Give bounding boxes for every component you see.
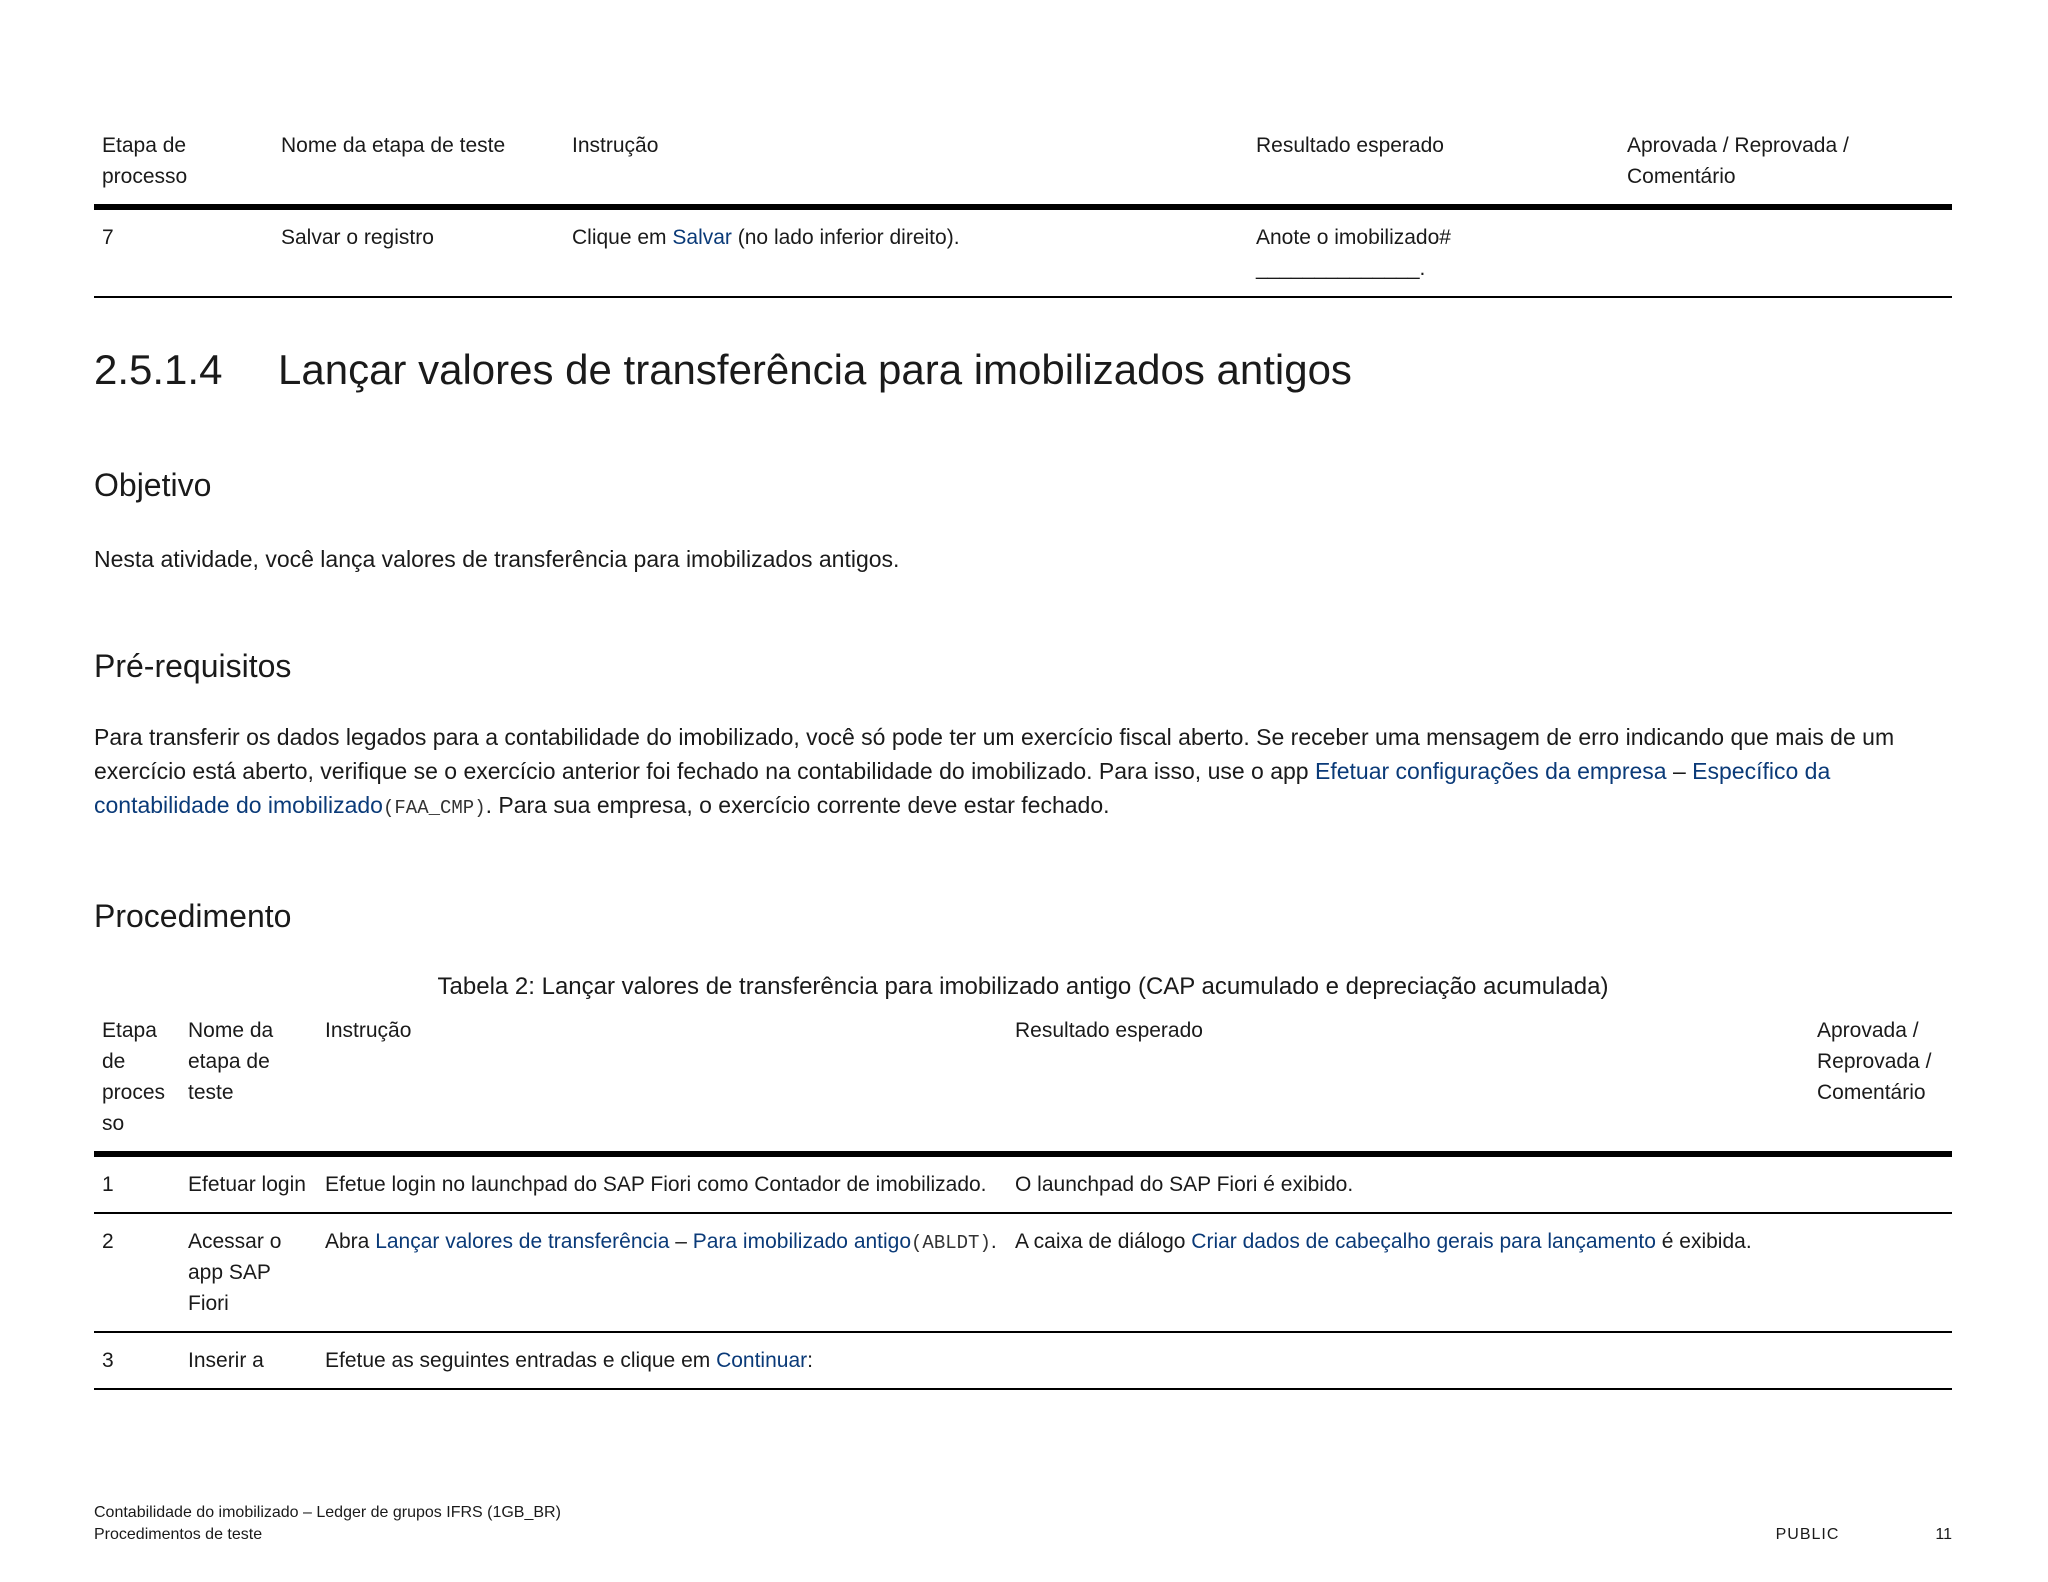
header-data-dialog-link[interactable]: Criar dados de cabeçalho gerais para lançamento — [1191, 1230, 1656, 1253]
step-result — [1007, 1332, 1809, 1389]
table-row — [94, 1154, 1952, 1213]
section-title: Lançar valores de transferência para imobilizados antigos — [278, 346, 1352, 393]
asset-accounting-specific-link[interactable]: Específico da contabilidade do imobilizado — [94, 758, 1831, 818]
classification-label: PUBLIC — [1775, 1526, 1840, 1543]
step-number: 7 — [102, 226, 114, 249]
objective-heading: Objetivo — [94, 467, 212, 503]
table-header-row — [94, 130, 1952, 207]
prerequisites-heading: Pré-requisitos — [94, 648, 292, 684]
app-id-code: (FAA_CMP) — [382, 797, 486, 819]
step-number: 3 — [102, 1349, 114, 1372]
footer-right — [1776, 1524, 1952, 1546]
step-number: 1 — [102, 1173, 114, 1196]
col-header-comment: Aprovada / Reprovada / Comentário — [1817, 1019, 1932, 1104]
section-heading — [94, 342, 1352, 398]
step-result: A caixa de diálogo Criar dados de cabeçalho gerais para lançamento é exibida. — [1015, 1230, 1752, 1253]
col-header-name: Nome da etapa de teste — [188, 1019, 274, 1104]
step-instruction: Clique em Salvar (no lado inferior direito). — [572, 226, 960, 249]
col-header-name: Nome da etapa de teste — [281, 134, 506, 157]
prerequisites-text: Para transferir os dados legados para a contabilidade do imobilizado, você só pode ter um exercício fiscal aberto. Se receber uma mensagem de erro indicando que mais de um exercício está aberto, verifique se o exercício anterior foi fechado na contabilidade do imobilizado. Para isso, use o app Efetuar configurações da empresa – Específico da contabilidade do imobilizado(FAA_CMP). Para sua empresa, o exercício corrente deve estar fechado. — [94, 724, 1895, 819]
test-steps-table-continued — [94, 130, 1952, 298]
step-name: Efetuar login — [188, 1173, 306, 1196]
col-header-comment: Aprovada / Reprovada / Comentário — [1627, 134, 1849, 188]
step-comment — [1809, 1154, 1952, 1213]
footer-section-title: Procedimentos de teste — [94, 1526, 263, 1543]
table-row — [94, 1332, 1952, 1389]
salvar-link[interactable]: Salvar — [672, 226, 732, 249]
table-row — [94, 207, 1952, 297]
step-comment — [1619, 207, 1952, 297]
continuar-link[interactable]: Continuar — [716, 1349, 808, 1372]
col-header-result: Resultado esperado — [1256, 134, 1444, 157]
document-page — [94, 0, 1952, 1582]
footer-document-title: Contabilidade do imobilizado – Ledger de grupos IFRS (1GB_BR) — [94, 1504, 561, 1521]
step-name: Acessar o app SAP Fiori — [188, 1230, 282, 1315]
app-id-code: (ABLDT) — [911, 1232, 991, 1254]
table-caption: Tabela 2: Lançar valores de transferência para imobilizado antigo (CAP acumulado e depreciação acumulada) — [437, 973, 1609, 1000]
page-number: 11 — [1935, 1526, 1952, 1543]
step-name: Inserir a — [188, 1349, 264, 1372]
col-header-result: Resultado esperado — [1015, 1019, 1203, 1042]
procedure-table — [94, 1015, 1952, 1390]
section-number: 2.5.1.4 — [94, 346, 223, 393]
col-header-instruction: Instrução — [325, 1019, 412, 1042]
step-comment — [1809, 1332, 1952, 1389]
col-header-step: Etapa de proces so — [102, 1019, 166, 1135]
step-number: 2 — [102, 1230, 114, 1253]
table-header-row — [94, 1015, 1952, 1154]
post-transfer-values-link[interactable]: Lançar valores de transferência — [375, 1230, 670, 1253]
page-footer — [94, 1502, 1952, 1546]
company-settings-app-link[interactable]: Efetuar configurações da empresa — [1315, 758, 1667, 784]
objective-text: Nesta atividade, você lança valores de transferência para imobilizados antigos. — [94, 546, 900, 572]
step-comment — [1809, 1213, 1952, 1332]
step-instruction: Efetue as seguintes entradas e clique em Continuar: — [325, 1349, 813, 1372]
col-header-step: Etapa de processo — [102, 134, 188, 188]
step-instruction: Abra Lançar valores de transferência – Para imobilizado antigo(ABLDT). — [325, 1230, 997, 1254]
table-row — [94, 1213, 1952, 1332]
legacy-asset-link[interactable]: Para imobilizado antigo — [692, 1230, 912, 1253]
step-result: Anote o imobilizado# ______________. — [1256, 226, 1451, 280]
step-name: Salvar o registro — [281, 226, 434, 249]
procedure-heading: Procedimento — [94, 898, 292, 934]
col-header-instruction: Instrução — [572, 134, 659, 157]
step-result: O launchpad do SAP Fiori é exibido. — [1015, 1173, 1354, 1196]
step-instruction: Efetue login no launchpad do SAP Fiori como Contador de imobilizado. — [325, 1173, 987, 1196]
